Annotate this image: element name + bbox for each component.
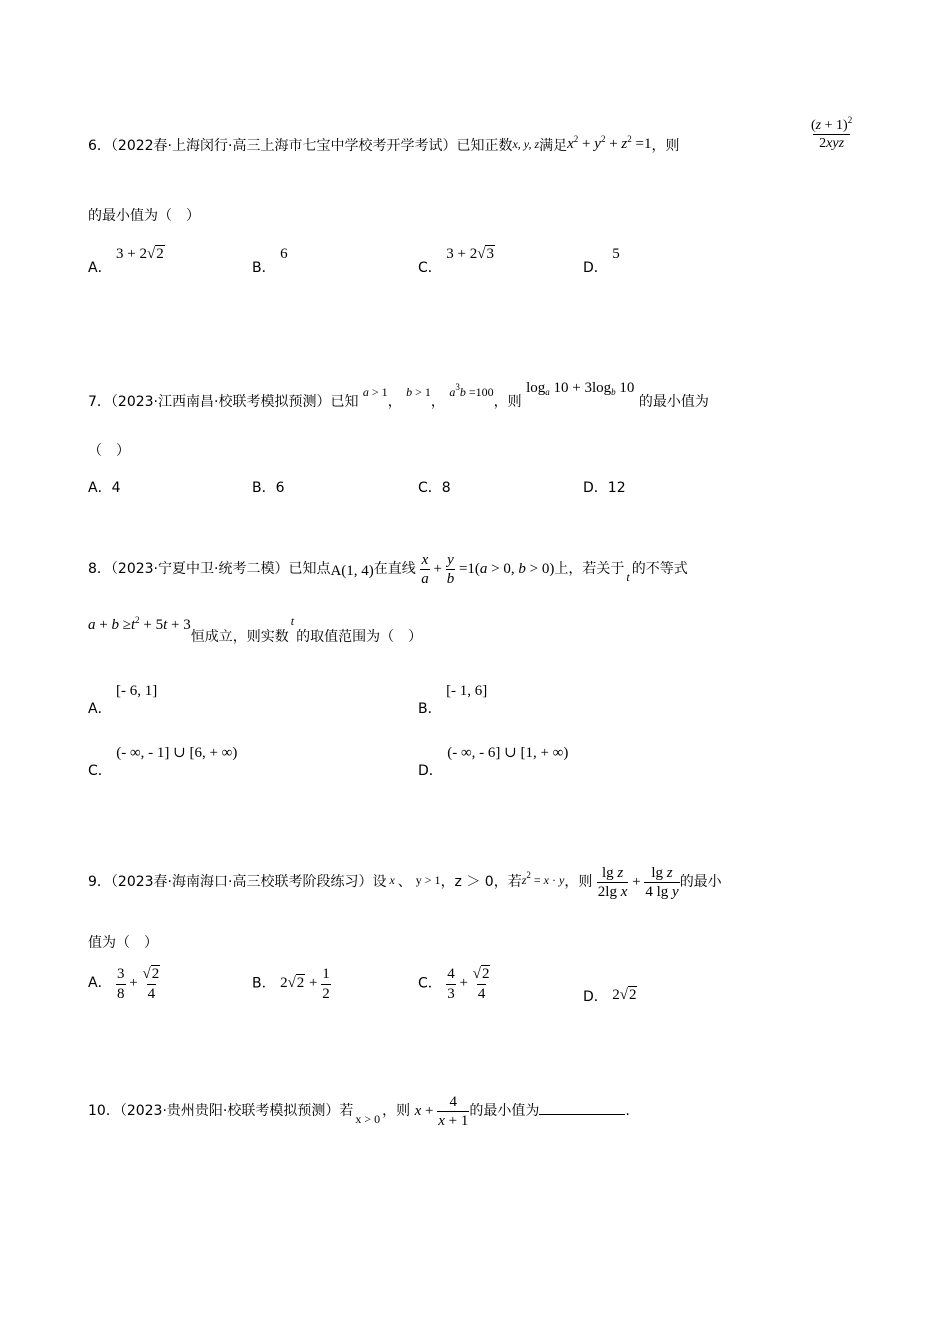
q6-option-a[interactable]: A． 3 + 2√2 [88, 246, 164, 276]
q7-source: （2023·江西南昌·校联考模拟预测） [110, 394, 331, 410]
q9-line2: 值为（ ） [88, 935, 158, 951]
q9-condition: $z^2 = x \cdot y$ [521, 870, 565, 887]
q6-text: 已知正数 [456, 138, 513, 154]
answer-blank[interactable] [539, 1100, 625, 1115]
q8-option-d[interactable]: D． (- ∞, - 6] ∪ [1, + ∞) [418, 745, 569, 779]
q6-line2: 的最小值为（ ） [88, 208, 200, 224]
q8-line2: $a + b \ge t^2 + 5t + 3$恒成立，则实数t的取值范围为（ ） [88, 614, 423, 645]
q7-option-a[interactable]: A．4 [88, 480, 121, 496]
question-10: 10．（2023·贵州贵阳·校联考模拟预测）若 x > 0 ，则 x + $\frac{4}{x + 1}$ 的最小值为 . [88, 1093, 630, 1130]
q6-source: （2022春·上海闵行·高三上海市七宝中学校考开学考试） [110, 138, 457, 154]
q7-number: 7． [88, 394, 111, 410]
q9-option-b[interactable]: B． 2√2 + $\frac{1}{2}$ [252, 966, 330, 1002]
q6-option-c[interactable]: C． 3 + 2√3 [418, 246, 494, 276]
question-6: 6．（2022春·上海闵行·高三上海市七宝中学校考开学考试）已知正数x, y, z满足$x^2 + y^2 + z^2 =1$，则 [88, 134, 680, 154]
question-8: 8．（2023·宁夏中卫·统考二模）已知点A(1, 4)在直线 $\frac{x}{a}$ + $\frac{y}{b}$ =1(a > 0, b > 0)上，若关于 t 的不等式 [88, 551, 688, 588]
q7-cond-b: b > 1 [406, 385, 431, 399]
q8-point: A(1, 4) [330, 563, 374, 579]
q6-number: 6． [88, 138, 111, 154]
q7-option-d[interactable]: D．12 [583, 480, 626, 496]
q7-line2: （ ） [88, 443, 130, 459]
q8-option-c[interactable]: C． (- ∞, - 1] ∪ [6, + ∞) [88, 745, 238, 779]
q6-vars: x, y, z [512, 137, 540, 151]
q9-expression: $\frac{\text{lg z}}{\text{2lg x}}$ + $\frac{\text{lg z}}{\text{4 lg y}}$ [597, 864, 679, 901]
q9-source: （2023春·海南海口·高三校联考阶段练习） [110, 874, 373, 890]
q9-option-d[interactable]: D． 2√2 [583, 987, 637, 1005]
question-7: 7．（2023·江西南昌·校联考模拟预测）已知 a > 1， b > 1， $a^3b =100$，则 $\log_a 10 + 3\log_b$ 10 的最小值为 [88, 380, 709, 410]
q6-fraction: $\frac{(z + 1)^2}{\text{2xyz}}$ [811, 115, 853, 152]
q8-option-b[interactable]: B． [- 1, 6] [418, 683, 488, 717]
q6-condition: $x^2 + y^2 + z^2 =1$ [567, 134, 652, 152]
q8-number: 8． [88, 561, 111, 577]
question-9: 9．（2023春·海南海口·高三校联考阶段练习）设 x 、 y > 1，z ＞ 0，若$z^2 = x \cdot y$，则 $\frac{\text{lg z}}{\text{2lg x}}$ + $\frac{\text{lg z}}{\text{4 lg y}}$ 的最小 [88, 864, 722, 901]
q6-option-b[interactable]: B． 6 [252, 246, 288, 276]
q8-inequality: $a + b \ge t^2 + 5t + 3$ [88, 615, 191, 633]
q9-cond-y: y > 1 [415, 873, 441, 887]
q10-expression: x + $\frac{4}{x + 1}$ [414, 1093, 469, 1130]
q8-source: （2023·宁夏中卫·统考二模） [110, 561, 289, 577]
q9-option-c[interactable]: C． $\frac{4}{3}$ + $\frac{√2}{4}$ [418, 966, 490, 1002]
q8-option-a[interactable]: A． [- 6, 1] [88, 683, 158, 717]
q8-line-equation: $\frac{x}{a}$ + $\frac{y}{b}$ =1(a > 0, b > 0) [421, 551, 555, 588]
q10-source: （2023·贵州贵阳·校联考模拟预测） [119, 1103, 340, 1119]
q9-option-a[interactable]: A． $\frac{3}{8}$ + $\frac{√2}{4}$ [88, 966, 160, 1002]
q7-option-c[interactable]: C．8 [418, 480, 451, 496]
q7-option-b[interactable]: B．6 [252, 480, 285, 496]
q10-condition: x > 0 [355, 1112, 381, 1126]
q7-cond-a: a > 1 [362, 385, 388, 399]
q6-option-d[interactable]: D． 5 [583, 246, 620, 276]
q10-number: 10． [88, 1103, 120, 1119]
q9-number: 9． [88, 874, 111, 890]
q8-t: t [626, 570, 630, 584]
q7-cond-c: $a^3b =100$ [449, 382, 494, 399]
q7-expression: $\log_a 10 + 3\log_b$ 10 [526, 380, 635, 397]
